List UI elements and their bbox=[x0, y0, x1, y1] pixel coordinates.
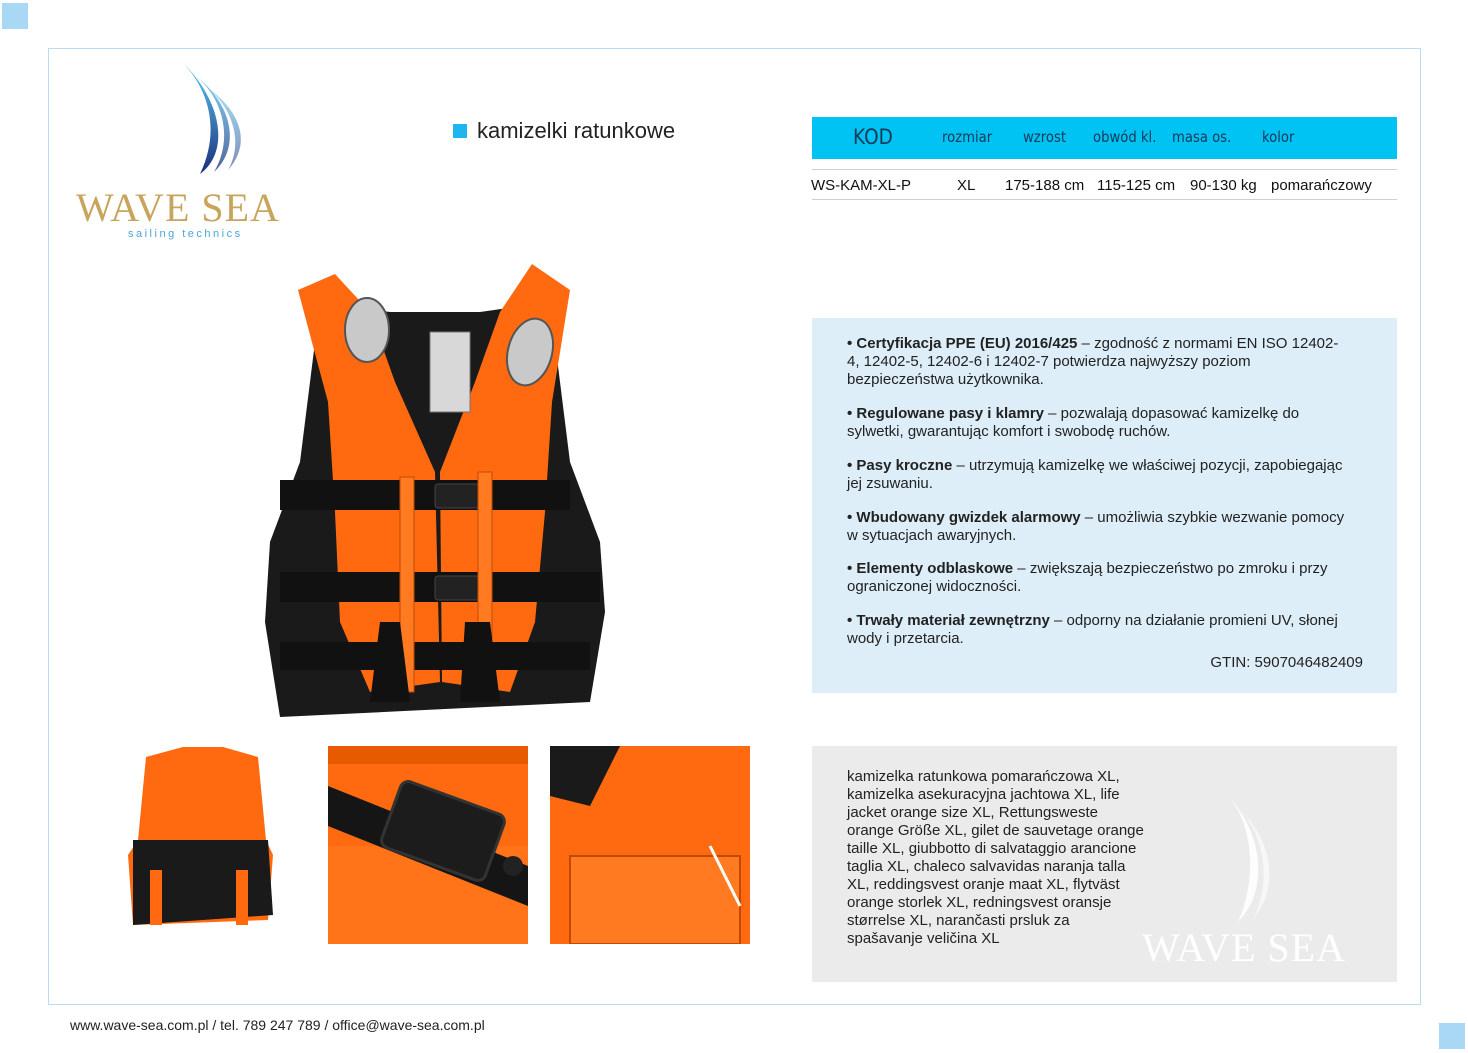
keywords-panel bbox=[812, 746, 1397, 982]
spec-divider-bottom bbox=[812, 199, 1397, 200]
category-label: kamizelki ratunkowe bbox=[477, 118, 676, 143]
spec-header-height: wzrost bbox=[1023, 128, 1066, 146]
life-vest-front-image bbox=[260, 262, 610, 730]
feature-text: – utrzymują kamizelkę we właściwej pozycji, zapobiegając jej zsuwaniu. bbox=[847, 457, 1343, 492]
category-heading bbox=[453, 118, 675, 144]
spec-header-chest: obwód kl. bbox=[1093, 128, 1157, 146]
keywords-text: kamizelka ratunkowa pomarańczowa XL, kamizelka asekuracyjna jachtowa XL, life jacket orange size XL, Rettungsweste orange Größe XL, gilet de sauvetage orange taille XL, giubbotto di salvataggio arancione taglia XL, chaleco salvavidas naranja talla XL, reddingsvest oranje maat XL, flytväst orange storlek XL, redningsvest oransje størrelse XL, narančasti prsluk za spašavanje veličina XL bbox=[847, 768, 1144, 947]
life-vest-back-image bbox=[128, 745, 273, 935]
corner-decoration-bottom-right bbox=[1439, 1023, 1465, 1049]
feature-title: • Wbudowany gwizdek alarmowy bbox=[847, 509, 1081, 526]
spec-header-code: KOD bbox=[853, 125, 893, 149]
buckle-closeup-image bbox=[328, 746, 528, 944]
feature-text: – zgodność z normami EN ISO 12402-4, 12402-5, 12402-6 i 12402-7 potwierdza najwyższy poziom bezpieczeństwa użytkownika. bbox=[847, 335, 1339, 388]
feature-text: – odporny na działanie promieni UV, słonej wody i przetarcia. bbox=[847, 612, 1338, 647]
feature-title: • Certyfikacja PPE (EU) 2016/425 bbox=[847, 335, 1078, 352]
spec-header-color: kolor bbox=[1262, 128, 1295, 146]
feature-title: • Pasy kroczne bbox=[847, 457, 953, 474]
spec-cell-size: XL bbox=[957, 177, 976, 194]
spec-header-weight: masa os. bbox=[1172, 128, 1232, 146]
spec-cell-chest: 115-125 cm bbox=[1097, 177, 1176, 194]
watermark-sail-icon bbox=[1222, 796, 1302, 926]
category-square-icon bbox=[453, 124, 467, 138]
spec-cell-code: WS-KAM-XL-P bbox=[811, 177, 912, 194]
pocket-closeup-image bbox=[550, 746, 750, 944]
spec-cell-height: 175-188 cm bbox=[1005, 177, 1085, 194]
spec-divider bbox=[812, 169, 1397, 170]
spec-header-size: rozmiar bbox=[942, 128, 993, 146]
spec-table-header bbox=[812, 117, 1397, 159]
brand-tagline: sailing technics bbox=[128, 228, 243, 240]
features-panel bbox=[812, 318, 1397, 693]
feature-title: • Elementy odblaskowe bbox=[847, 560, 1014, 577]
feature-text: – zwiększają bezpieczeństwo po zmroku i przy ograniczonej widoczności. bbox=[847, 560, 1328, 595]
feature-item bbox=[847, 457, 1347, 493]
feature-item bbox=[847, 560, 1347, 596]
feature-text: – umożliwia szybkie wezwanie pomocy w sytuacjach awaryjnych. bbox=[847, 509, 1345, 544]
feature-item bbox=[847, 509, 1347, 545]
feature-title: • Regulowane pasy i klamry bbox=[847, 405, 1044, 422]
brand-logo bbox=[70, 62, 300, 247]
feature-item bbox=[847, 405, 1347, 441]
brand-name: WAVE SEA bbox=[76, 185, 280, 230]
feature-text: – pozwalają dopasować kamizelkę do sylwetki, gwarantując komfort i swobodę ruchów. bbox=[847, 405, 1300, 440]
spec-cell-color: pomarańczowy bbox=[1271, 177, 1372, 194]
feature-item bbox=[847, 335, 1347, 389]
corner-decoration-top-left bbox=[2, 3, 28, 29]
spec-cell-weight: 90-130 kg bbox=[1190, 177, 1257, 194]
gtin-code: GTIN: 5907046482409 bbox=[1210, 654, 1363, 671]
sail-logo-icon bbox=[170, 62, 300, 182]
watermark-text: WAVE SEA bbox=[1142, 925, 1346, 970]
footer-contact: www.wave-sea.com.pl / tel. 789 247 789 / office@wave-sea.com.pl bbox=[70, 1017, 485, 1033]
feature-item bbox=[847, 612, 1347, 648]
feature-title: • Trwały materiał zewnętrzny bbox=[847, 612, 1050, 629]
